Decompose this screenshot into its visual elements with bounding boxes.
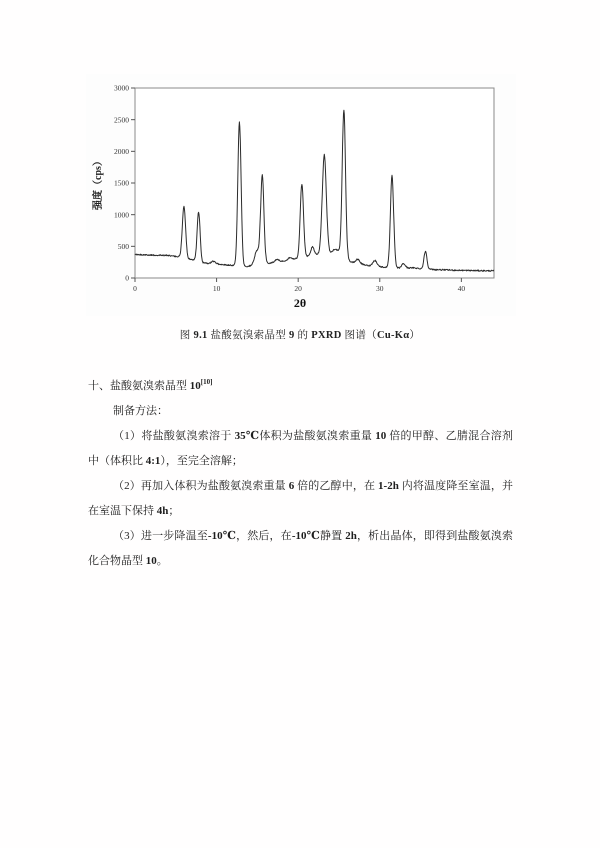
text-segment: （3）进一步降温至 bbox=[113, 530, 208, 542]
text-segment: 35℃ bbox=[234, 430, 260, 442]
text-segment: 的 bbox=[294, 330, 312, 341]
text-segment: 6 bbox=[288, 480, 295, 492]
text-segment: 图谱（ bbox=[341, 330, 377, 341]
text-segment: 1-2h bbox=[378, 480, 399, 492]
text-segment: 10 bbox=[189, 380, 201, 392]
pxrd-figure bbox=[86, 74, 516, 316]
text-segment: 2h bbox=[345, 530, 357, 542]
text-segment: 制备方法： bbox=[113, 405, 168, 417]
svg-text:2θ: 2θ bbox=[293, 296, 307, 310]
text-segment: 10 bbox=[145, 555, 157, 567]
text-segment: 倍的乙醇中，在 bbox=[294, 480, 379, 492]
svg-text:2000: 2000 bbox=[114, 146, 129, 156]
pxrd-chart-svg bbox=[86, 74, 516, 316]
text-segment: 静置 bbox=[320, 530, 346, 542]
paragraph bbox=[88, 474, 513, 524]
svg-text:0: 0 bbox=[125, 273, 129, 283]
svg-text:1500: 1500 bbox=[114, 178, 129, 188]
text-segment: PXRD bbox=[311, 330, 342, 341]
text-segment: 9.1 bbox=[193, 330, 208, 341]
text-segment: 4h bbox=[156, 505, 169, 517]
text-segment: 盐酸氨溴索晶型 bbox=[207, 330, 290, 341]
svg-text:10: 10 bbox=[212, 284, 221, 293]
text-segment: [10] bbox=[200, 378, 213, 386]
paragraph bbox=[88, 424, 513, 474]
text-segment: 9 bbox=[289, 330, 295, 341]
document-body bbox=[88, 370, 513, 574]
text-segment: 内将温度降至室温，并在室温下保持 bbox=[88, 480, 514, 517]
svg-text:0: 0 bbox=[133, 284, 137, 293]
figure-caption bbox=[0, 327, 600, 342]
svg-text:强度（cps）: 强度（cps） bbox=[93, 156, 104, 210]
svg-text:20: 20 bbox=[294, 284, 302, 293]
svg-text:1000: 1000 bbox=[114, 210, 129, 220]
text-segment: 图 bbox=[179, 330, 194, 341]
paragraph bbox=[88, 524, 513, 574]
text-segment: ； bbox=[168, 505, 180, 517]
text-segment: Cu-Kα bbox=[376, 330, 410, 341]
text-segment: 10 bbox=[375, 430, 387, 442]
text-segment: -10℃ bbox=[207, 530, 237, 542]
text-segment: ，析出晶体，即得到盐酸氨溴索化合物晶型 bbox=[88, 530, 514, 567]
text-segment: ），至完全溶解； bbox=[160, 455, 243, 467]
text-segment: 十、盐酸氨溴索晶型 bbox=[88, 380, 190, 392]
text-segment: -10℃ bbox=[291, 530, 320, 542]
text-segment: （2）再加入体积为盐酸氨溴索重量 bbox=[113, 480, 289, 492]
svg-text:3000: 3000 bbox=[114, 83, 129, 93]
svg-text:2500: 2500 bbox=[114, 115, 129, 125]
text-segment: （1）将盐酸氨溴索溶于 bbox=[113, 430, 235, 442]
text-segment: ，然后，在 bbox=[236, 530, 292, 542]
text-segment: 。 bbox=[156, 555, 168, 567]
svg-text:40: 40 bbox=[457, 284, 466, 293]
text-segment: 倍的甲醇、乙腈混合溶剂中（体积比 bbox=[88, 430, 514, 467]
svg-text:30: 30 bbox=[376, 284, 384, 293]
text-segment: ） bbox=[409, 330, 421, 341]
paragraph bbox=[88, 370, 513, 399]
text-segment: 4:1 bbox=[145, 455, 161, 467]
paragraph bbox=[88, 399, 513, 424]
text-segment: 体积为盐酸氨溴索重量 bbox=[259, 430, 376, 442]
svg-text:500: 500 bbox=[117, 241, 129, 251]
